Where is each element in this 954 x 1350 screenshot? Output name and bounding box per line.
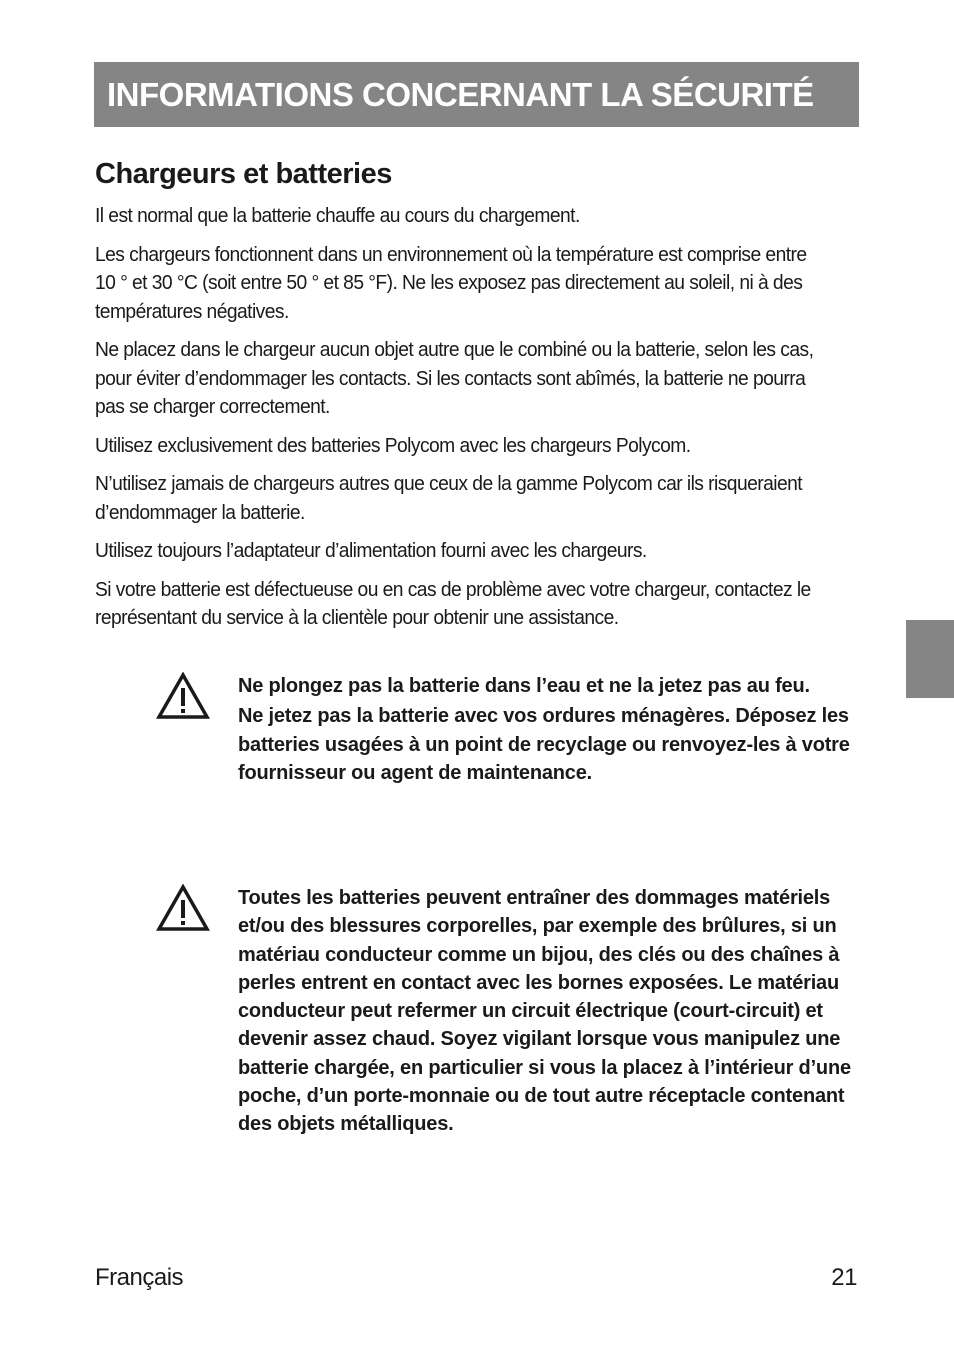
chapter-side-tab: [906, 620, 954, 698]
paragraph: Les chargeurs fonctionnent dans un environnement où la température est comprise entre 10 ° et 30 °C (soit entre 50 ° et 85 °F). Ne les exposez pas directement au soleil, ni à des températures négatives.: [95, 242, 807, 323]
paragraph: Ne placez dans le chargeur aucun objet autre que le combiné ou la batterie, selon les cas, pour éviter d’endommager les contacts. Si les contacts sont abîmés, la batterie ne pourra pas se charger correctement.: [95, 338, 814, 418]
paragraph: Utilisez exclusivement des batteries Polycom avec les chargeurs Polycom.: [95, 433, 691, 457]
warning-paragraph: Ne plongez pas la batterie dans l’eau et ne la jetez pas au feu.: [238, 675, 810, 697]
section-heading: Chargeurs et batteries: [95, 158, 392, 190]
paragraph: Si votre batterie est défectueuse ou en cas de problème avec votre chargeur, contactez le représentant du service à la clientèle pour obtenir une assistance.: [95, 577, 811, 629]
page-title: INFORMATIONS CONCERNANT LA SÉCURITÉ: [107, 75, 814, 113]
warning-paragraph: Toutes les batteries peuvent entraîner des dommages matériels et/ou des blessures corporelles, par exemple des brûlures, si un matériau conducteur comme un bijou, des clés ou des chaînes à perles entrent en contact avec les bornes exposées. Le matériau conducteur peut refermer un circuit électrique (court-circuit) et devenir assez chaud. Soyez vigilant lorsque vous manipulez une batterie chargée, en particulier si vous la placez à l’intérieur d’une poche, d’un porte-monnaie ou de tout autre réceptacle contenant des objets métalliques.: [238, 887, 851, 1136]
warning-text: [238, 672, 858, 789]
page-number: 21: [831, 1264, 857, 1291]
paragraph: N’utilisez jamais de chargeurs autres que ceux de la gamme Polycom car ils risqueraient d’endommager la batterie.: [95, 472, 803, 524]
warning-triangle-icon: [156, 672, 210, 720]
paragraph: Utilisez toujours l’adaptateur d’alimentation fourni avec les chargeurs.: [95, 539, 647, 562]
section-header-bar: [94, 62, 859, 127]
warning-triangle-icon: [156, 884, 210, 932]
paragraph: Il est normal que la batterie chauffe au cours du chargement.: [95, 204, 580, 227]
warning-text: [238, 884, 858, 1141]
footer-language: Français: [95, 1264, 184, 1291]
warning-paragraph: Ne jetez pas la batterie avec vos ordures ménagères. Déposez les batteries usagées à un point de recyclage ou renvoyez-les à votre fournisseur ou agent de maintenance.: [238, 705, 850, 784]
body-text: [95, 202, 819, 643]
